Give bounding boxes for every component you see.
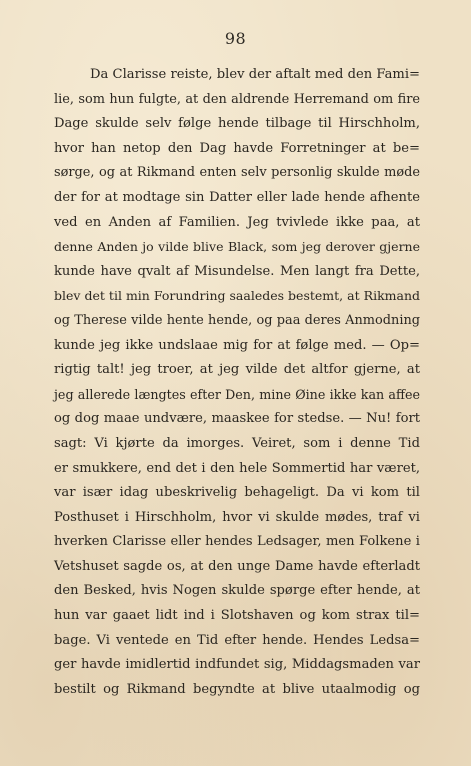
text-line: sørge, og at Rikmand enten selv personlig skulde møde	[54, 165, 420, 181]
page-number: 98	[224, 29, 247, 48]
text-line: var især idag ubeskrivelig behageligt. Da vi kom til	[54, 485, 420, 501]
text-line: ger havde imidlertid indfundet sig, Middagsmaden var	[54, 657, 420, 673]
text-line: kunde jeg ikke undslaae mig for at følge med. — Op=	[54, 337, 420, 353]
text-line: hun var gaaet lidt ind i Slotshaven og kom strax til=	[54, 608, 420, 624]
text-line: hvor han netop den Dag havde Forretninger at be=	[54, 140, 420, 156]
text-line: bage. Vi ventede en Tid efter hende. Hendes Ledsa=	[54, 632, 420, 648]
text-line: denne Anden jo vilde blive Black, som jeg derover gjerne	[54, 239, 420, 255]
text-line: blev det til min Forundring saaledes bestemt, at Rikmand	[54, 288, 420, 304]
text-line: ved en Anden af Familien. Jeg tvivlede ikke paa, at	[54, 214, 420, 230]
text-line: Da Clarisse reiste, blev der aftalt med den Fami=	[90, 67, 420, 82]
page-text-body	[54, 63, 420, 702]
text-line: rigtig talt! jeg troer, at jeg vilde det altfor gjerne, at	[54, 362, 420, 378]
text-line: Vetshuset sagde os, at den unge Dame havde efterladt	[54, 558, 420, 574]
text-line: sagt: Vi kjørte da imorges. Veiret, som i denne Tid	[54, 435, 420, 451]
text-line: og Therese vilde hente hende, og paa deres Anmodning	[54, 312, 420, 328]
text-line: kunde have qvalt af Misundelse. Men langt fra Dette,	[54, 263, 420, 279]
text-line: den Besked, hvis Nogen skulde spørge efter hende, at	[54, 583, 420, 599]
text-line: bestilt og Rikmand begyndte at blive utaalmodig og	[54, 681, 420, 697]
text-line: hverken Clarisse eller hendes Ledsager, men Folkene i	[54, 534, 420, 550]
text-line: der for at modtage sin Datter eller lade hende afhente	[54, 189, 420, 205]
text-line: jeg allerede længtes efter Den, mine Øine ikke kan affee	[54, 386, 420, 402]
text-line: er smukkere, end det i den hele Sommertid har været,	[54, 460, 420, 476]
text-line: og dog maae undvære, maaskee for stedse. — Nu! fort	[54, 411, 420, 427]
text-line: Posthuset i Hirschholm, hvor vi skulde mødes, traf vi	[54, 509, 420, 525]
text-line: Dage skulde selv følge hende tilbage til Hirschholm,	[54, 116, 420, 132]
text-line: lie, som hun fulgte, at den aldrende Herremand om fire	[54, 91, 420, 107]
